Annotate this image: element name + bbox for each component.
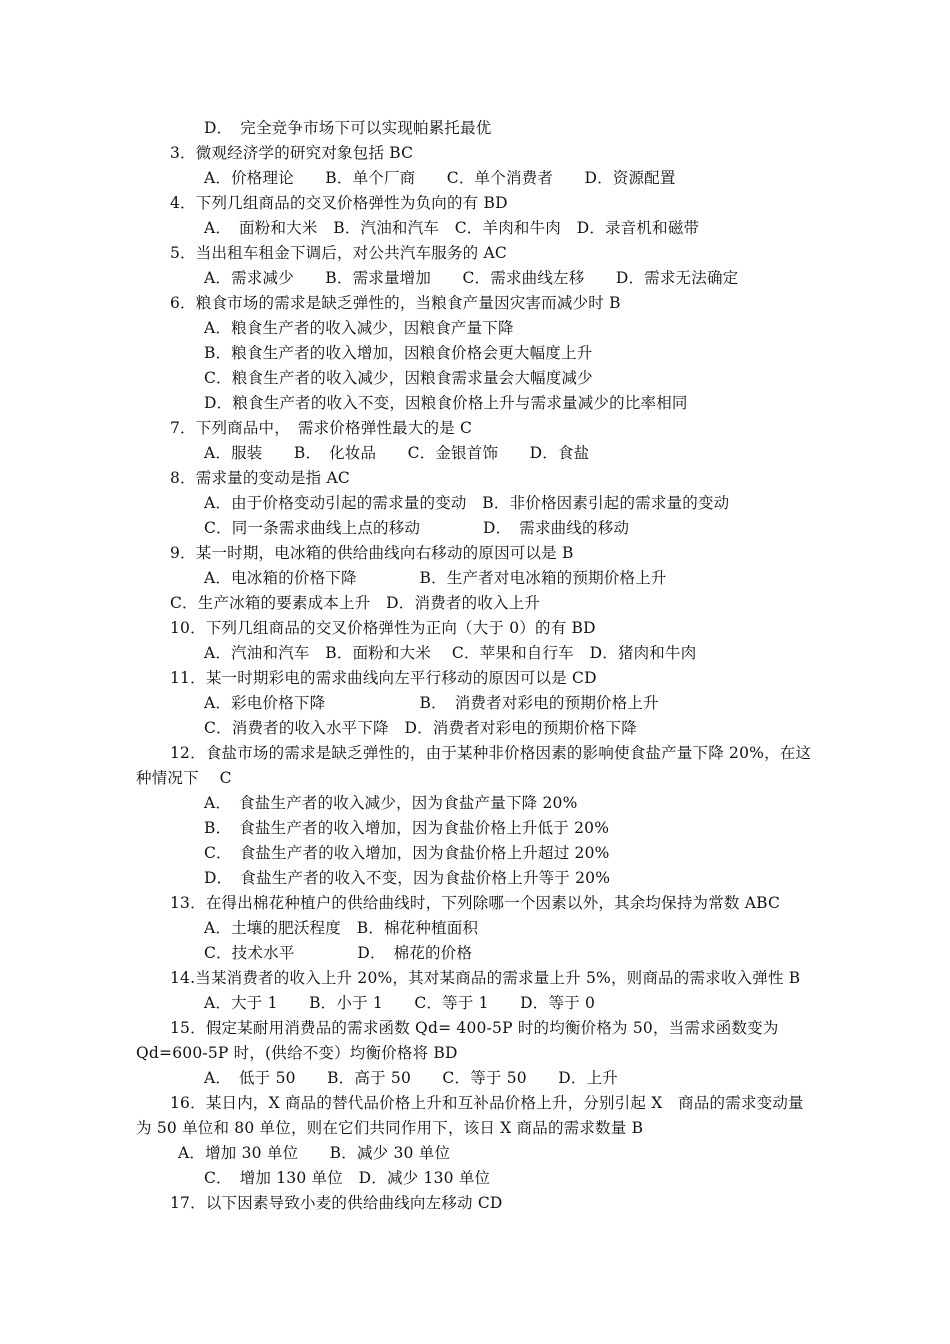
q11-options-ab: A．彩电价格下降 B． 消费者对彩电的预期价格上升 xyxy=(204,694,659,712)
q6-option-b: B．粮食生产者的收入增加，因粮食价格会更大幅度上升 xyxy=(204,344,593,362)
question-15-cont: Qd=600-5P 时，(供给不变）均衡价格将 BD xyxy=(136,1044,458,1062)
q9-options-cd: C．生产冰箱的要素成本上升 D．消费者的收入上升 xyxy=(170,594,541,612)
question-17: 17．以下因素导致小麦的供给曲线向左移动 CD xyxy=(170,1194,503,1212)
q12-option-a: A． 食盐生产者的收入减少，因为食盐产量下降 20% xyxy=(204,794,578,812)
q6-option-a: A．粮食生产者的收入减少，因粮食产量下降 xyxy=(204,319,514,337)
question-12-cont: 种情况下 C xyxy=(136,769,232,787)
question-3: 3．微观经济学的研究对象包括 BC xyxy=(170,144,414,162)
question-8: 8．需求量的变动是指 AC xyxy=(170,469,350,487)
question-12: 12．食盐市场的需求是缺乏弹性的，由于某种非价格因素的影响使食盐产量下降 20%，在这 xyxy=(170,744,812,762)
q8-options-cd: C．同一条需求曲线上点的移动 D． 需求曲线的移动 xyxy=(204,519,630,537)
q6-option-d: D．粮食生产者的收入不变，因粮食价格上升与需求量减少的比率相同 xyxy=(204,394,688,412)
q10-options: A．汽油和汽车 B．面粉和大米 C．苹果和自行车 D．猪肉和牛肉 xyxy=(204,644,697,662)
q13-options-cd: C．技术水平 D． 棉花的价格 xyxy=(204,944,473,962)
question-9: 9．某一时期，电冰箱的供给曲线向右移动的原因可以是 B xyxy=(170,544,574,562)
question-5: 5．当出租车租金下调后，对公共汽车服务的 AC xyxy=(170,244,507,262)
q4-options: A． 面粉和大米 B．汽油和汽车 C．羊肉和牛肉 D．录音机和磁带 xyxy=(204,219,700,237)
q11-options-cd: C．消费者的收入水平下降 D．消费者对彩电的预期价格下降 xyxy=(204,719,637,737)
question-13: 13．在得出棉花种植户的供给曲线时，下列除哪一个因素以外，其余均保持为常数 ABC xyxy=(170,894,781,912)
question-14: 14.当某消费者的收入上升 20%，其对某商品的需求量上升 5%，则商品的需求收入弹性 B xyxy=(170,969,801,987)
q5-options: A．需求减少 B．需求量增加 C．需求曲线左移 D．需求无法确定 xyxy=(204,269,739,287)
q16-options-cd: C． 增加 130 单位 D．减少 130 单位 xyxy=(204,1169,491,1187)
q15-options: A． 低于 50 B．高于 50 C．等于 50 D．上升 xyxy=(204,1069,618,1087)
q12-option-b: B． 食盐生产者的收入增加，因为食盐价格上升低于 20% xyxy=(204,819,610,837)
q12-option-c: C． 食盐生产者的收入增加，因为食盐价格上升超过 20% xyxy=(204,844,610,862)
q14-options: A．大于 1 B．小于 1 C．等于 1 D．等于 0 xyxy=(204,994,596,1012)
q16-options-ab: A．增加 30 单位 B．减少 30 单位 xyxy=(178,1144,451,1162)
q2-option-d: D． 完全竞争市场下可以实现帕累托最优 xyxy=(204,119,492,137)
question-7: 7．下列商品中， 需求价格弹性最大的是 C xyxy=(170,419,473,437)
question-16-cont: 为 50 单位和 80 单位，则在它们共同作用下，该日 X 商品的需求数量 B xyxy=(136,1119,644,1137)
question-6: 6．粮食市场的需求是缺乏弹性的，当粮食产量因灾害而减少时 B xyxy=(170,294,621,312)
q7-options: A．服装 B． 化妆品 C．金银首饰 D．食盐 xyxy=(204,444,590,462)
question-11: 11．某一时期彩电的需求曲线向左平行移动的原因可以是 CD xyxy=(170,669,597,687)
question-15: 15．假定某耐用消费品的需求函数 Qd= 400-5P 时的均衡价格为 50，当需求函数变为 xyxy=(170,1019,779,1037)
question-10: 10．下列几组商品的交叉价格弹性为正向（大于 0）的有 BD xyxy=(170,619,596,637)
q8-options-ab: A．由于价格变动引起的需求量的变动 B．非价格因素引起的需求量的变动 xyxy=(204,494,730,512)
q9-options-ab: A．电冰箱的价格下降 B．生产者对电冰箱的预期价格上升 xyxy=(204,569,667,587)
q6-option-c: C．粮食生产者的收入减少，因粮食需求量会大幅度减少 xyxy=(204,369,593,387)
q3-options: A．价格理论 B．单个厂商 C．单个消费者 D．资源配置 xyxy=(204,169,676,187)
question-4: 4．下列几组商品的交叉价格弹性为负向的有 BD xyxy=(170,194,508,212)
question-16: 16．某日内，X 商品的替代品价格上升和互补品价格上升，分别引起 X 商品的需求变动量 xyxy=(170,1094,804,1112)
q13-options-ab: A．土壤的肥沃程度 B．棉花种植面积 xyxy=(204,919,479,937)
q12-option-d: D． 食盐生产者的收入不变，因为食盐价格上升等于 20% xyxy=(204,869,611,887)
